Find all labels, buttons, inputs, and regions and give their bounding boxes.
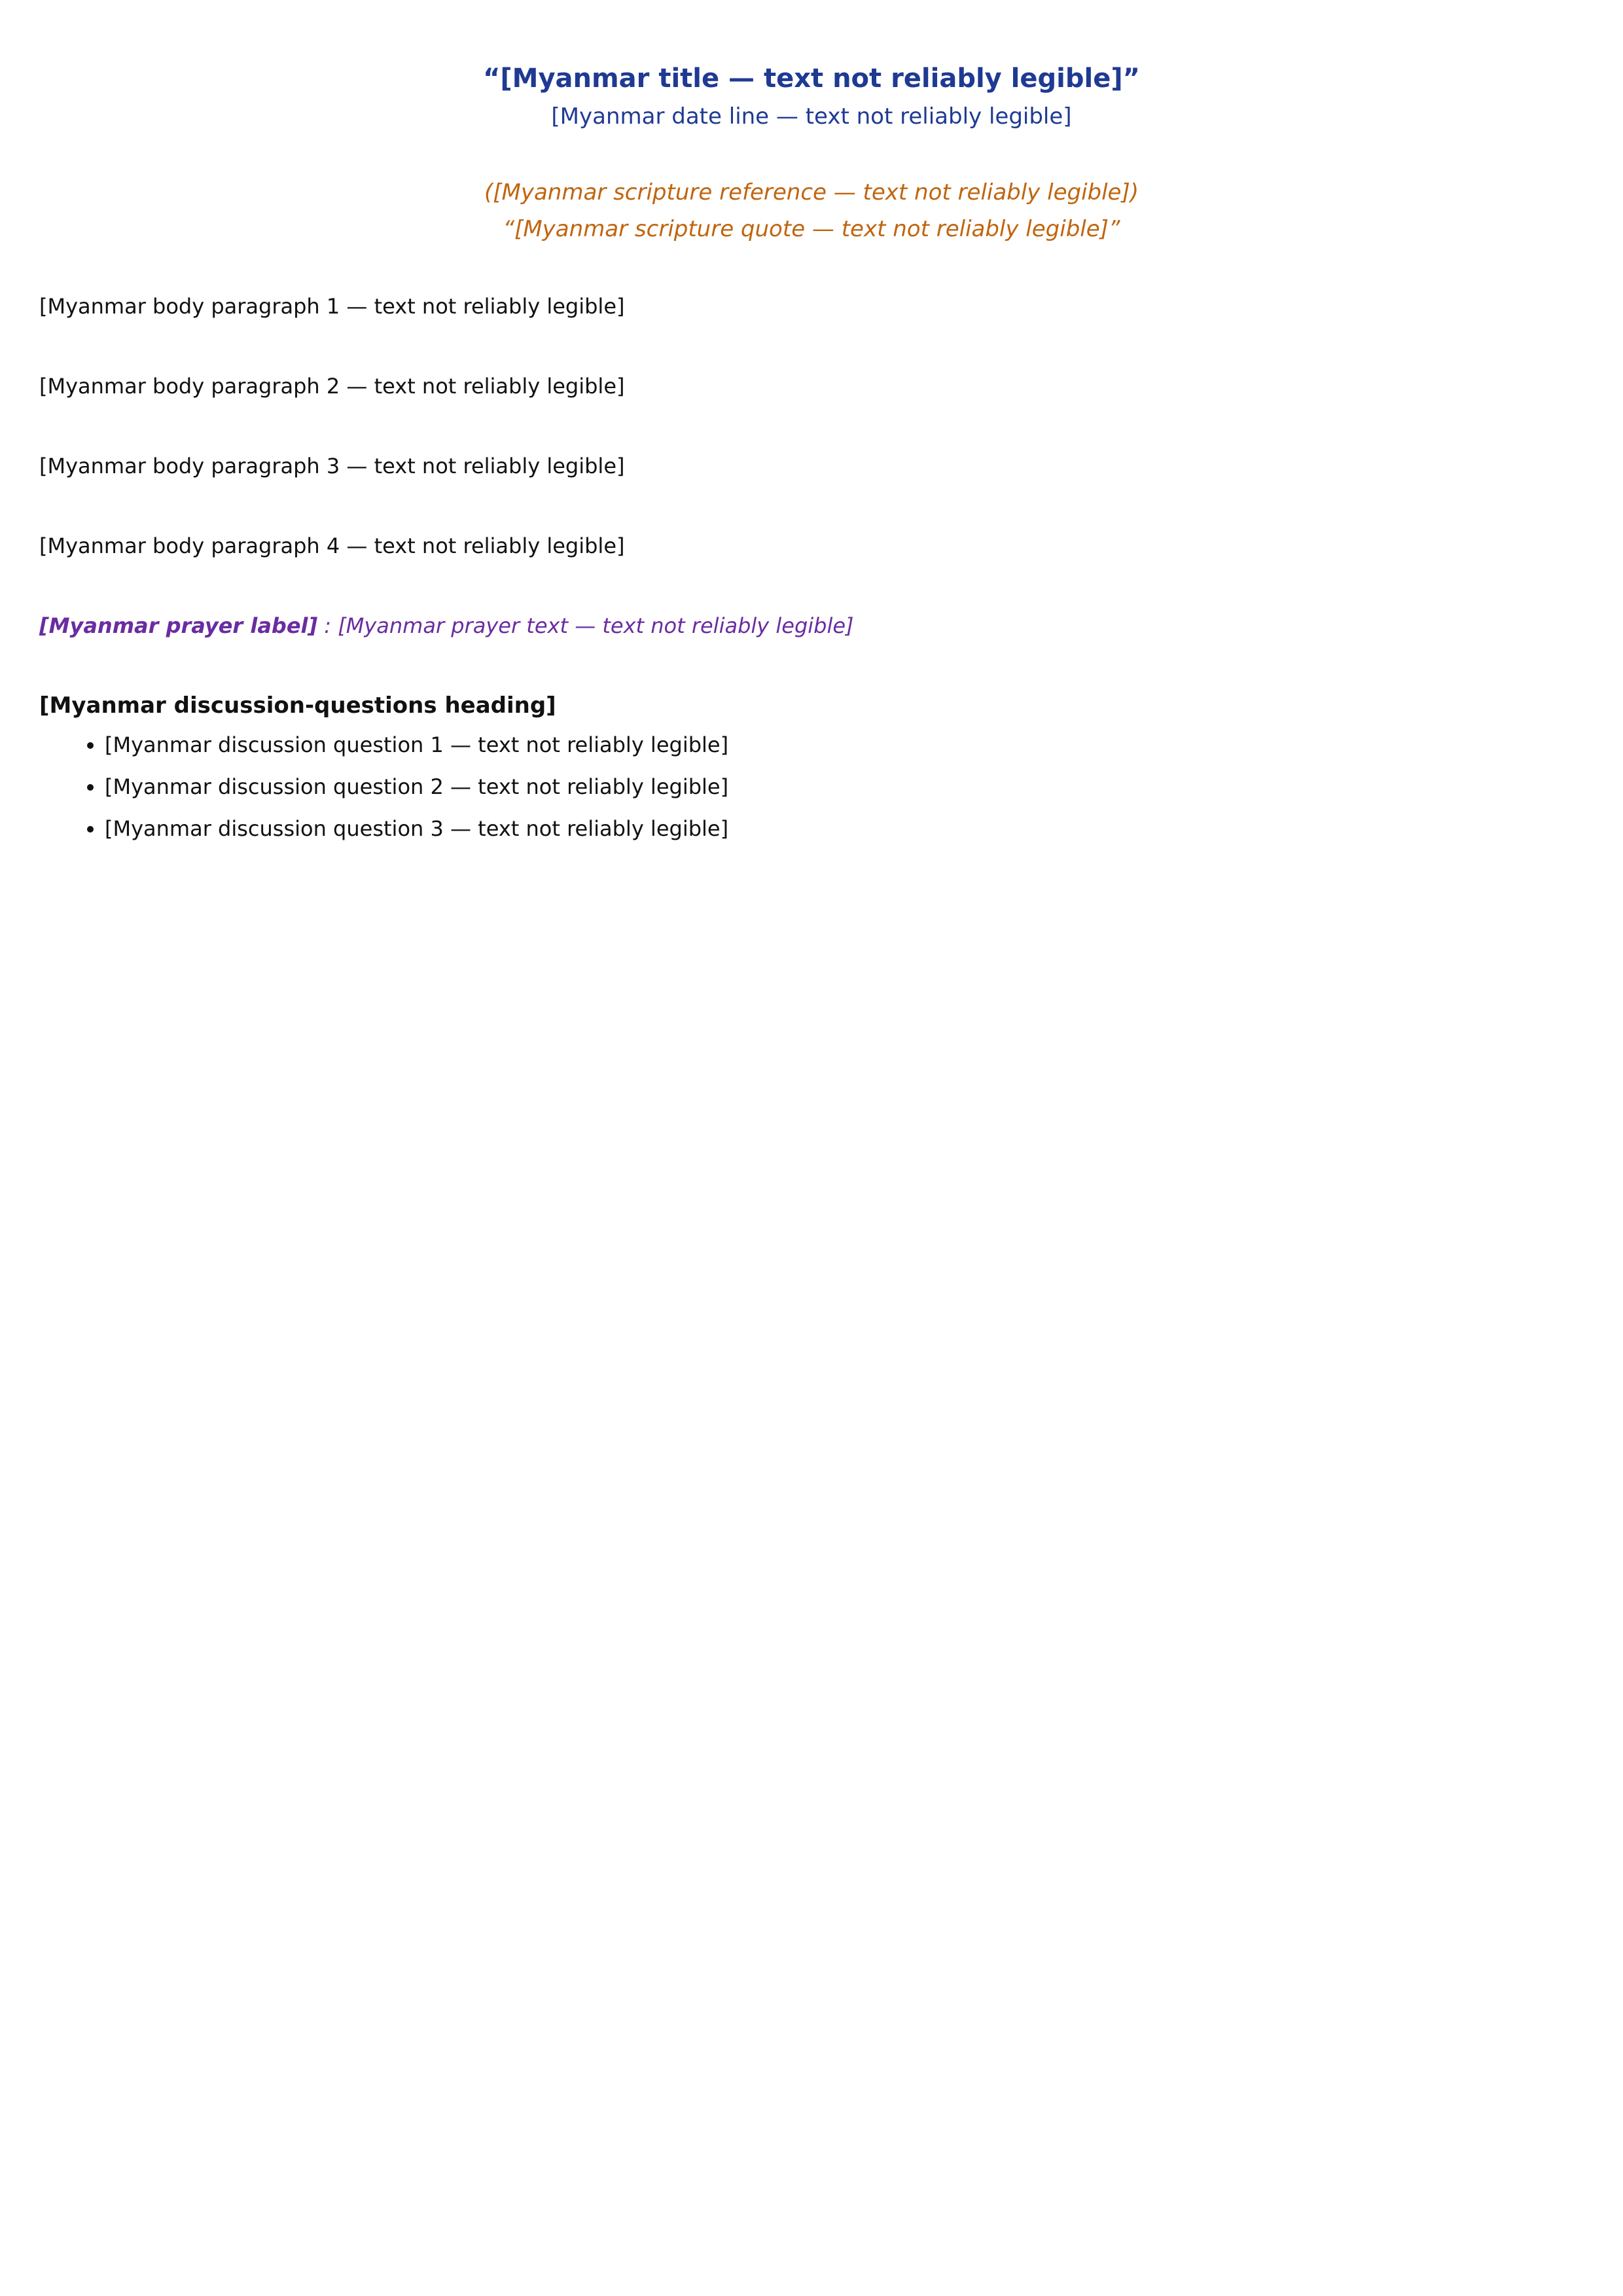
date-line: [Myanmar date line — text not reliably legible] [551, 103, 1072, 130]
questions-heading: [Myanmar discussion-questions heading] [39, 692, 556, 719]
body-paragraph: [Myanmar body paragraph 2 — text not reliably legible] [39, 374, 625, 399]
question-item: • [Myanmar discussion question 3 — text not reliably legible] [105, 809, 1584, 848]
body-paragraph: [Myanmar body paragraph 1 — text not reliably legible] [39, 294, 625, 319]
body-paragraph: [Myanmar body paragraph 4 — text not reliably legible] [39, 533, 625, 558]
prayer-label: [Myanmar prayer label] [39, 613, 318, 638]
body-paragraph: [Myanmar body paragraph 3 — text not reliably legible] [39, 454, 625, 478]
question-item: • [Myanmar discussion question 2 — text not reliably legible] [105, 767, 1584, 806]
prayer-block [39, 606, 1584, 645]
question-item: • [Myanmar discussion question 1 — text not reliably legible] [105, 725, 1584, 764]
page-title: “[Myanmar title — text not reliably legible]” [483, 63, 1140, 94]
scripture-quote: “[Myanmar scripture quote — text not reliably legible]” [503, 216, 1120, 242]
questions-list [39, 725, 1584, 848]
scripture-reference: ([Myanmar scripture reference — text not reliably legible]) [484, 179, 1139, 206]
prayer-text: : [Myanmar prayer text — text not reliably legible] [324, 613, 854, 638]
